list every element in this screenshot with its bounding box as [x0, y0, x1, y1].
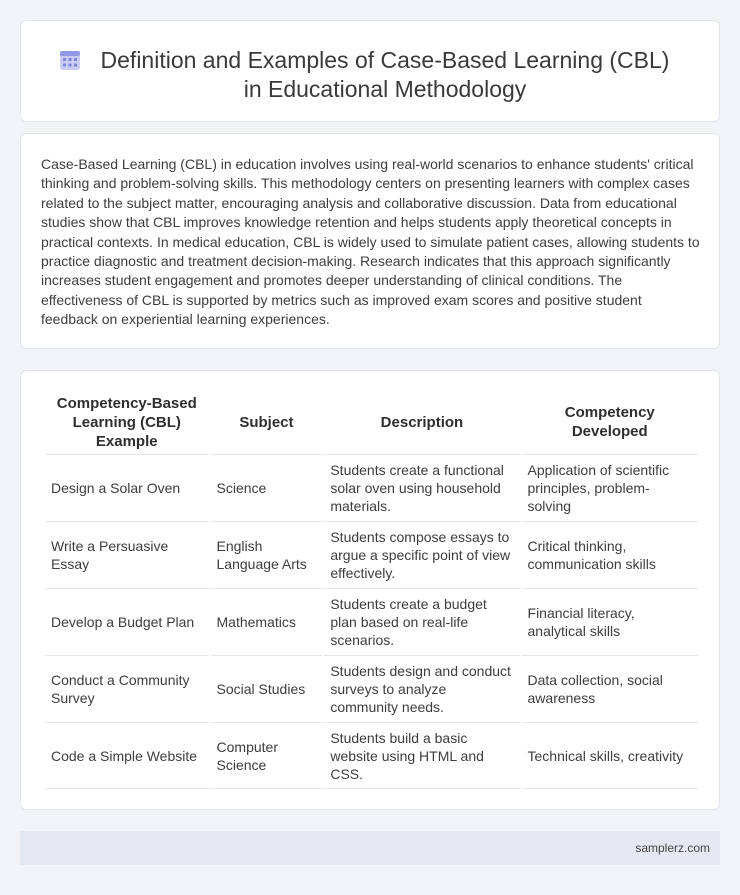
table-cell: Technical skills, creativity — [522, 722, 698, 789]
footer-site-link[interactable]: samplerz.com — [635, 841, 710, 855]
table-cell: Write a Persuasive Essay — [45, 521, 209, 588]
column-header: Competency Developed — [564, 404, 655, 440]
table-cell: Students build a basic website using HTML and CSS. — [324, 722, 519, 789]
table-cell: Application of scientific principles, problem-solving — [522, 454, 698, 521]
table-cell: Computer Science — [211, 722, 323, 789]
table-cell: Science — [211, 454, 323, 521]
column-header: Competency-Based Learning (CBL) Example — [56, 394, 197, 450]
cbl-examples-table — [43, 390, 700, 789]
table-cell: Students design and conduct surveys to analyze community needs. — [324, 655, 519, 722]
table-row — [45, 454, 698, 521]
table-row — [45, 521, 698, 588]
column-header: Subject — [239, 413, 294, 431]
table-cell: Financial literacy, analytical skills — [522, 588, 698, 655]
table-cell: Develop a Budget Plan — [45, 588, 209, 655]
table-header-row — [45, 390, 698, 454]
intro-paragraph: Case-Based Learning (CBL) in education involves using real-world scenarios to enhance students' critical thinking and problem-solving skills. This methodology centers on presenting learners with complex cases related to the subject matter, encouraging analysis and collaborative discussion. Data from educational studies show that CBL improves knowledge retention and helps students apply theoretical concepts in practical contexts. In medical education, CBL is widely used to simulate patient cases, allowing students to practice diagnostic and treatment decision-making. Research indicates that this approach significantly increases student engagement and promotes deeper understanding of clinical conditions. The effectiveness of CBL is supported by metrics such as improved exam scores and positive student feedback on experiential learning experiences. — [41, 156, 700, 328]
table-row — [45, 722, 698, 789]
table-cell: Data collection, social awareness — [522, 655, 698, 722]
table-cell: Social Studies — [211, 655, 323, 722]
page-title: Definition and Examples of Case-Based Learning (CBL) in Educational Methodology — [100, 47, 670, 102]
title-card — [20, 20, 720, 122]
table-row — [45, 655, 698, 722]
column-header: Description — [380, 413, 464, 431]
table-cell: Mathematics — [211, 588, 323, 655]
table-cell: Critical thinking, communication skills — [522, 521, 698, 588]
table-cell: Code a Simple Website — [45, 722, 209, 789]
table-cell: Students compose essays to argue a specific point of view effectively. — [324, 521, 519, 588]
table-cell: Students create a functional solar oven using household materials. — [324, 454, 519, 521]
intro-card — [20, 133, 720, 349]
footer — [20, 831, 720, 865]
table-row — [45, 588, 698, 655]
table-cell: English Language Arts — [211, 521, 323, 588]
table-card — [20, 370, 720, 810]
table-cell: Conduct a Community Survey — [45, 655, 209, 722]
table-cell: Students create a budget plan based on real-life scenarios. — [324, 588, 519, 655]
table-cell: Design a Solar Oven — [45, 454, 209, 521]
